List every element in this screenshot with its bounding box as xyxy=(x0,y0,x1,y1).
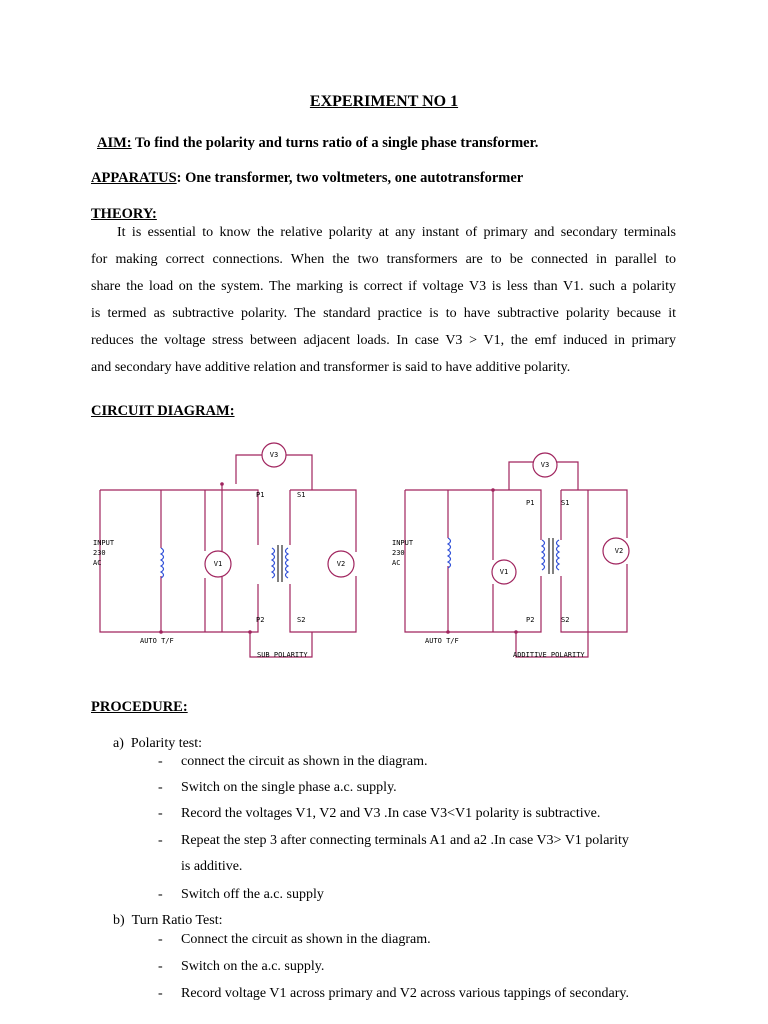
aim-text: To find the polarity and turns ratio of a single phase transformer. xyxy=(131,135,539,151)
input-voltage-label: 230 xyxy=(93,549,106,557)
autotf-coil xyxy=(448,538,451,568)
theory-line: reduces the voltage stress between adjacent loads. In case V3 > V1, the emf induced in primary xyxy=(91,333,676,348)
apparatus-text: : One transformer, two voltmeters, one autotransformer xyxy=(176,170,524,186)
p1-label: P1 xyxy=(256,491,265,499)
bullet: - xyxy=(158,932,163,947)
bullet: - xyxy=(158,833,163,848)
input-ac-label: AC xyxy=(93,559,102,567)
polarity-step: Repeat the step 3 after connecting terminals A1 and a2 .In case V3> V1 polarity xyxy=(181,833,629,848)
theory-heading: THEORY: xyxy=(91,206,157,222)
bullet: - xyxy=(158,806,163,821)
v1-label: V1 xyxy=(499,568,509,576)
bullet: - xyxy=(158,780,163,795)
polarity-test-heading: a) Polarity test: xyxy=(113,736,203,751)
sub-polarity-caption: SUB POLARITY xyxy=(257,651,308,659)
input-voltage-label: 230 xyxy=(392,549,405,557)
bullet: - xyxy=(158,754,163,769)
turn-ratio-step: Record voltage V1 across primary and V2 across various tappings of secondary. xyxy=(181,986,630,1001)
polarity-step: is additive. xyxy=(181,859,243,874)
polarity-step: Switch off the a.c. supply xyxy=(181,887,324,902)
theory-line: share the load on the system. The marking is correct if voltage V3 is less than V1. such a polarity xyxy=(91,279,676,294)
s1-label: S1 xyxy=(297,491,306,499)
page-title: EXPERIMENT NO 1 xyxy=(309,93,459,110)
s2-label: S2 xyxy=(297,616,306,624)
theory-line: for making correct connections. When the two transformers are to be connected in parallel to xyxy=(91,252,676,267)
polarity-step: connect the circuit as shown in the diagram. xyxy=(181,754,428,769)
turn-ratio-step: Connect the circuit as shown in the diagram. xyxy=(181,932,431,947)
turn-ratio-test-heading: b) Turn Ratio Test: xyxy=(113,913,223,928)
aim-label: AIM: xyxy=(97,135,132,151)
turn-ratio-step: Switch on the a.c. supply. xyxy=(181,959,325,974)
v2-label: V2 xyxy=(336,560,346,568)
p1-label: P1 xyxy=(526,499,535,507)
polarity-step: Record the voltages V1, V2 and V3 .In case V3<V1 polarity is subtractive. xyxy=(181,806,601,821)
additive-polarity-circuit xyxy=(405,462,627,657)
theory-line: is termed as subtractive polarity. The standard practice is to have subtractive polarity because it xyxy=(91,306,676,321)
primary-coil xyxy=(542,540,545,570)
v2-label: V2 xyxy=(614,547,624,555)
v1-label: V1 xyxy=(213,560,223,568)
p2-label: P2 xyxy=(256,616,265,624)
secondary-coil xyxy=(557,540,560,570)
input-ac-label: AC xyxy=(392,559,401,567)
bullet: - xyxy=(158,887,163,902)
apparatus-label: APPARATUS xyxy=(91,170,177,186)
input-label: INPUT xyxy=(392,539,414,547)
procedure-heading: PROCEDURE: xyxy=(91,699,188,715)
s2-label: S2 xyxy=(561,616,570,624)
p2-label: P2 xyxy=(526,616,535,624)
secondary-coil xyxy=(286,548,289,578)
additive-polarity-caption: ADDITIVE POLARITY xyxy=(513,651,585,659)
transformer-core xyxy=(278,545,282,582)
input-label: INPUT xyxy=(93,539,115,547)
s1-label: S1 xyxy=(561,499,570,507)
autotf-coil xyxy=(161,548,164,578)
autotf-label: AUTO T/F xyxy=(140,637,174,645)
circuit-diagram-heading: CIRCUIT DIAGRAM: xyxy=(91,403,235,419)
polarity-step: Switch on the single phase a.c. supply. xyxy=(181,780,397,795)
theory-line: It is essential to know the relative polarity at any instant of primary and secondary terminals xyxy=(117,225,676,240)
primary-coil xyxy=(272,548,275,578)
bullet: - xyxy=(158,986,163,1001)
bullet: - xyxy=(158,959,163,974)
transformer-core xyxy=(549,538,553,574)
v3-label: V3 xyxy=(540,461,550,469)
v3-label: V3 xyxy=(269,451,279,459)
autotf-label: AUTO T/F xyxy=(425,637,459,645)
theory-line: and secondary have additive relation and transformer is said to have additive polarity. xyxy=(91,360,571,375)
